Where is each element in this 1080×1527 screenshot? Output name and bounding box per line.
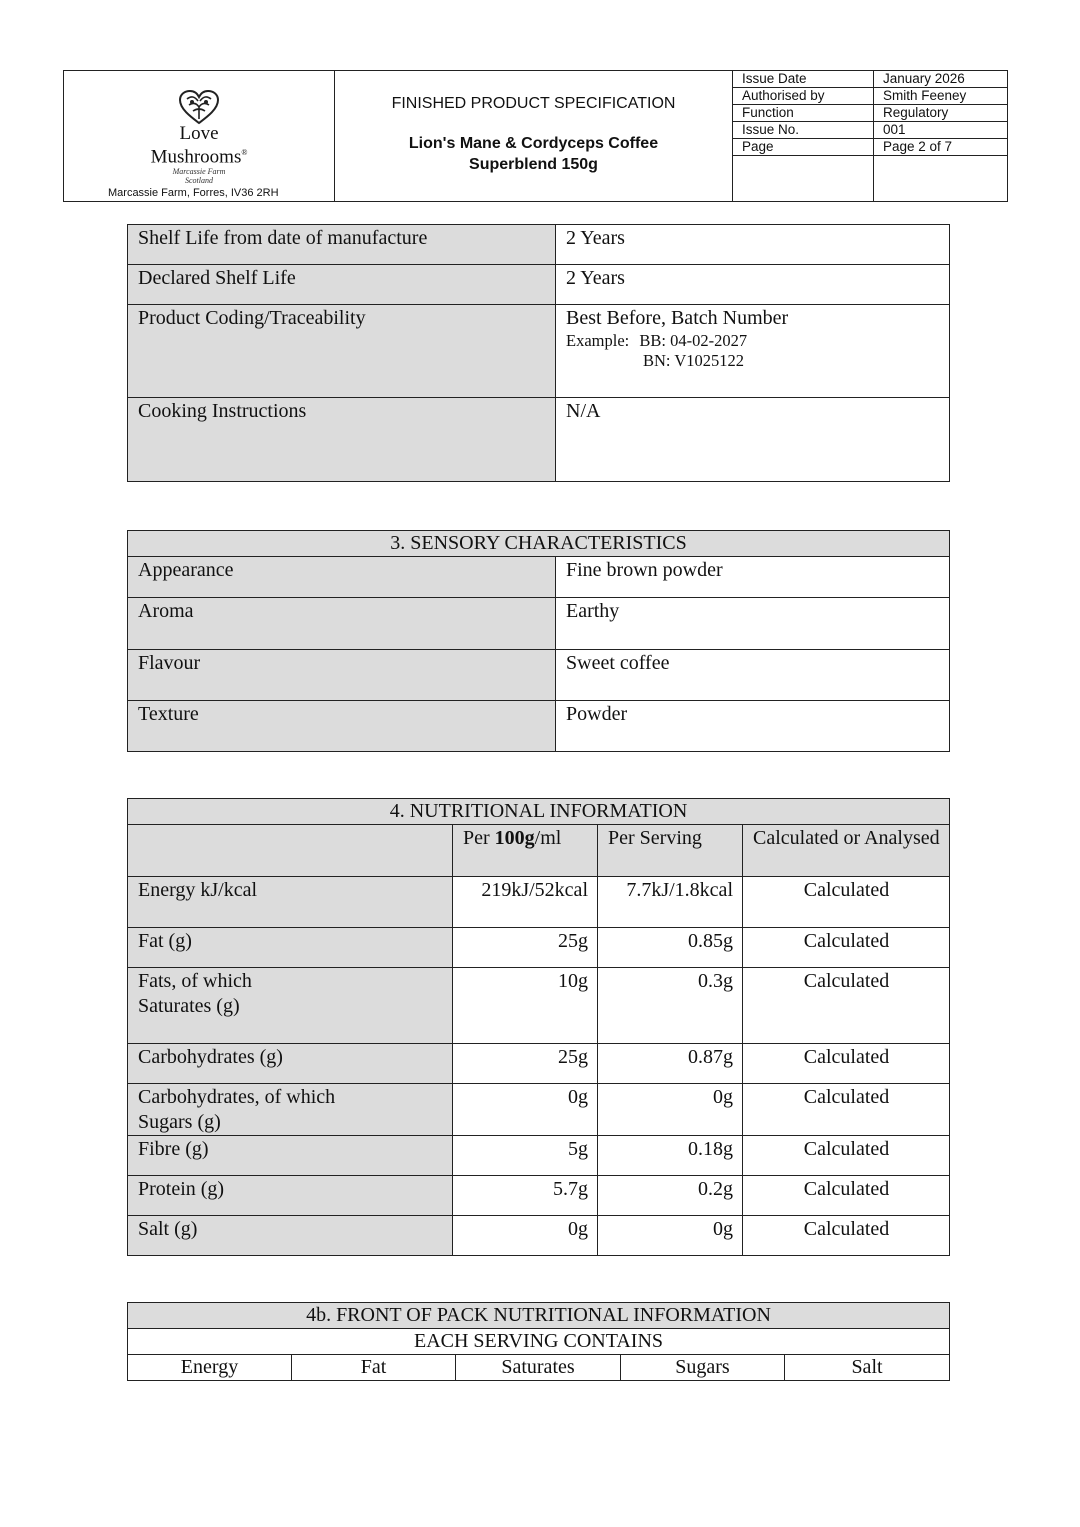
table-row bbox=[128, 305, 950, 398]
example-label: Example: bbox=[566, 331, 630, 350]
row-label: Cooking Instructions bbox=[128, 398, 556, 482]
table-row bbox=[128, 557, 950, 598]
section-title: 4. NUTRITIONAL INFORMATION bbox=[128, 799, 950, 825]
document-header bbox=[63, 70, 1008, 202]
col-header-fat: Fat bbox=[292, 1355, 456, 1381]
per-100g-value: 25g bbox=[453, 1044, 598, 1084]
nutrient-label: Protein (g) bbox=[128, 1176, 453, 1216]
col-header-energy: Energy bbox=[128, 1355, 292, 1381]
row-value bbox=[556, 305, 950, 398]
logo-text-mushrooms: Mushrooms® bbox=[150, 146, 248, 168]
per-100g-value: 0g bbox=[453, 1084, 598, 1136]
example-batch-number: BN: V1025122 bbox=[643, 351, 744, 370]
col-header-saturates: Saturates bbox=[456, 1355, 621, 1381]
logo-text-love: Love bbox=[179, 123, 219, 144]
calc-method: Calculated bbox=[743, 968, 950, 1044]
per-100g-value: 219kJ/52kcal bbox=[453, 877, 598, 928]
table-row bbox=[128, 1136, 950, 1176]
table-row bbox=[128, 968, 950, 1044]
row-value: Powder bbox=[556, 701, 950, 752]
mushroom-heart-icon bbox=[177, 89, 221, 125]
table-header-row bbox=[128, 825, 950, 877]
nutrient-label: Carbohydrates, of which Sugars (g) bbox=[128, 1084, 453, 1136]
row-label: Flavour bbox=[128, 650, 556, 701]
table-row bbox=[128, 1176, 950, 1216]
calc-method: Calculated bbox=[743, 1084, 950, 1136]
nutrition-table bbox=[127, 798, 950, 1256]
front-of-pack-table bbox=[127, 1302, 950, 1381]
table-row bbox=[128, 225, 950, 265]
row-label: Aroma bbox=[128, 598, 556, 650]
table-row bbox=[128, 398, 950, 482]
logo-tagline-farm: Marcassie Farm bbox=[172, 167, 226, 177]
row-value: Fine brown powder bbox=[556, 557, 950, 598]
section-title: 3. SENSORY CHARACTERISTICS bbox=[128, 531, 950, 557]
row-value: Sweet coffee bbox=[556, 650, 950, 701]
meta-value-function: Regulatory bbox=[874, 105, 1008, 122]
document-title: FINISHED PRODUCT SPECIFICATION bbox=[391, 95, 676, 112]
row-label: Texture bbox=[128, 701, 556, 752]
row-value: 2 Years bbox=[556, 225, 950, 265]
table-row bbox=[128, 265, 950, 305]
nutrient-label: Salt (g) bbox=[128, 1216, 453, 1256]
calc-method: Calculated bbox=[743, 928, 950, 968]
calc-method: Calculated bbox=[743, 1044, 950, 1084]
per-serving-value: 0g bbox=[598, 1084, 743, 1136]
logo-cell bbox=[64, 71, 335, 202]
per-serving-value: 0.2g bbox=[598, 1176, 743, 1216]
meta-value-issue-date: January 2026 bbox=[874, 71, 1008, 88]
company-address: Marcassie Farm, Forres, IV36 2RH bbox=[108, 187, 279, 199]
col-header-per-serving: Per Serving bbox=[598, 825, 743, 877]
nutrient-label: Energy kJ/kcal bbox=[128, 877, 453, 928]
shelf-life-table bbox=[127, 224, 950, 482]
per-serving-value: 0.3g bbox=[598, 968, 743, 1044]
per-serving-value: 0.87g bbox=[598, 1044, 743, 1084]
per-serving-value: 0.18g bbox=[598, 1136, 743, 1176]
coding-example bbox=[566, 331, 940, 351]
per-100g-value: 5.7g bbox=[453, 1176, 598, 1216]
product-name bbox=[335, 133, 732, 175]
per-100g-value: 25g bbox=[453, 928, 598, 968]
table-header-row bbox=[128, 1355, 950, 1381]
title-cell bbox=[335, 71, 733, 202]
per-100g-value: 0g bbox=[453, 1216, 598, 1256]
table-row bbox=[128, 1084, 950, 1136]
section-subtitle: EACH SERVING CONTAINS bbox=[128, 1329, 950, 1355]
col-header-per-100g: Per 100g/ml bbox=[453, 825, 598, 877]
logo-tagline-country: Scotland bbox=[185, 176, 213, 186]
nutrient-label: Fat (g) bbox=[128, 928, 453, 968]
col-header-sugars: Sugars bbox=[621, 1355, 785, 1381]
table-row bbox=[128, 598, 950, 650]
table-row bbox=[128, 877, 950, 928]
product-name-line1: Lion's Mane & Cordyceps Coffee bbox=[408, 135, 659, 152]
col-header-salt: Salt bbox=[785, 1355, 950, 1381]
meta-empty-cell bbox=[874, 156, 1008, 202]
row-label: Declared Shelf Life bbox=[128, 265, 556, 305]
section-title: 4b. FRONT OF PACK NUTRITIONAL INFORMATION bbox=[128, 1303, 950, 1329]
meta-label-issue-date: Issue Date bbox=[733, 71, 874, 88]
company-logo bbox=[64, 89, 334, 185]
product-name-line2: Superblend 150g bbox=[469, 156, 598, 173]
calc-method: Calculated bbox=[743, 1216, 950, 1256]
per-serving-value: 0g bbox=[598, 1216, 743, 1256]
meta-label-issue-no: Issue No. bbox=[733, 122, 874, 139]
table-row bbox=[128, 1044, 950, 1084]
meta-label-authorised-by: Authorised by bbox=[733, 88, 874, 105]
calc-method: Calculated bbox=[743, 1136, 950, 1176]
example-best-before: BB: 04-02-2027 bbox=[639, 331, 748, 350]
meta-label-page: Page bbox=[733, 139, 874, 156]
table-row bbox=[128, 1216, 950, 1256]
row-label: Appearance bbox=[128, 557, 556, 598]
table-row bbox=[128, 701, 950, 752]
meta-value-issue-no: 001 bbox=[874, 122, 1008, 139]
calc-method: Calculated bbox=[743, 877, 950, 928]
sensory-table bbox=[127, 530, 950, 752]
table-row bbox=[128, 650, 950, 701]
table-row bbox=[128, 928, 950, 968]
per-100g-value: 10g bbox=[453, 968, 598, 1044]
nutrient-label: Fats, of which Saturates (g) bbox=[128, 968, 453, 1044]
meta-empty-cell bbox=[733, 156, 874, 202]
row-value: 2 Years bbox=[556, 265, 950, 305]
col-header-calculated: Calculated or Analysed bbox=[743, 825, 950, 877]
calc-method: Calculated bbox=[743, 1176, 950, 1216]
row-value: N/A bbox=[556, 398, 950, 482]
per-serving-value: 7.7kJ/1.8kcal bbox=[598, 877, 743, 928]
row-value: Earthy bbox=[556, 598, 950, 650]
per-serving-value: 0.85g bbox=[598, 928, 743, 968]
row-label: Product Coding/Traceability bbox=[128, 305, 556, 398]
header-blank bbox=[128, 825, 453, 877]
per-100g-value: 5g bbox=[453, 1136, 598, 1176]
meta-value-authorised-by: Smith Feeney bbox=[874, 88, 1008, 105]
nutrient-label: Fibre (g) bbox=[128, 1136, 453, 1176]
row-label: Shelf Life from date of manufacture bbox=[128, 225, 556, 265]
coding-value: Best Before, Batch Number bbox=[566, 307, 789, 329]
meta-value-page: Page 2 of 7 bbox=[874, 139, 1008, 156]
nutrient-label: Carbohydrates (g) bbox=[128, 1044, 453, 1084]
meta-label-function: Function bbox=[733, 105, 874, 122]
